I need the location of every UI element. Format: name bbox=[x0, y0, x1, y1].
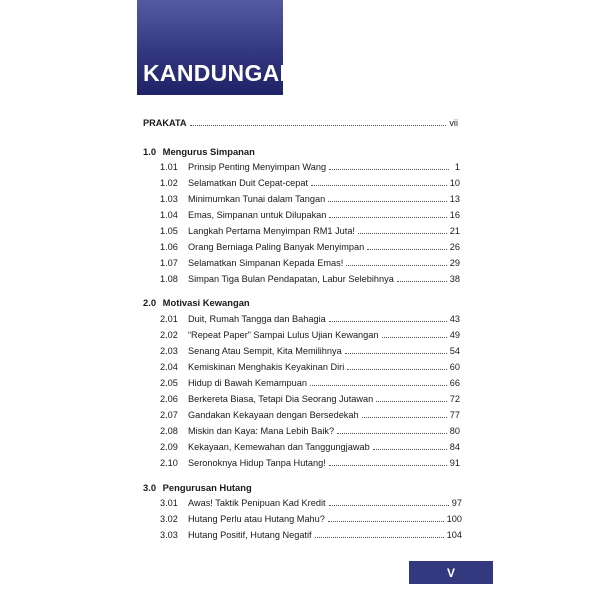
toc-entry-page: 13 bbox=[449, 194, 460, 204]
toc-entry[interactable] bbox=[160, 409, 460, 421]
section-number: 2.0 bbox=[143, 297, 157, 308]
section-number: 1.0 bbox=[143, 146, 157, 157]
toc-entry-number: 2.09 bbox=[160, 442, 178, 452]
dot-leader bbox=[382, 337, 447, 338]
dot-leader bbox=[329, 465, 447, 466]
toc-entry[interactable] bbox=[160, 425, 460, 437]
toc-entry[interactable] bbox=[160, 209, 460, 221]
toc-entry[interactable] bbox=[160, 313, 460, 325]
toc-entry[interactable] bbox=[160, 529, 462, 541]
dot-leader bbox=[358, 233, 447, 234]
toc-entry[interactable] bbox=[160, 345, 460, 357]
toc-entry-title: “Repeat Paper” Sampai Lulus Ujian Kewangan bbox=[188, 330, 379, 340]
toc-entry-number: 3.01 bbox=[160, 498, 178, 508]
section-title: Mengurus Simpanan bbox=[162, 146, 255, 157]
toc-entry[interactable] bbox=[160, 513, 462, 525]
toc-entry[interactable] bbox=[160, 241, 460, 253]
section-title: Motivasi Kewangan bbox=[162, 297, 250, 308]
header-banner bbox=[137, 0, 297, 95]
toc-entry[interactable] bbox=[160, 361, 460, 373]
toc-entry-number: 2.10 bbox=[160, 458, 178, 468]
dot-leader bbox=[329, 169, 449, 170]
toc-entry[interactable] bbox=[160, 177, 460, 189]
toc-entry-title: Senang Atau Sempit, Kita Memilihnya bbox=[188, 346, 342, 356]
toc-entry-page: 72 bbox=[449, 394, 460, 404]
dot-leader bbox=[328, 201, 447, 202]
toc-entry-title: Awas! Taktik Penipuan Kad Kredit bbox=[188, 498, 326, 508]
toc-entry-number: 1.08 bbox=[160, 274, 178, 284]
toc-entry[interactable] bbox=[160, 457, 460, 469]
toc-entry-title: Prinsip Penting Menyimpan Wang bbox=[188, 162, 327, 172]
toc-entry[interactable] bbox=[160, 193, 460, 205]
toc-entry-page: 16 bbox=[449, 210, 460, 220]
toc-entry-number: 1.06 bbox=[160, 242, 178, 252]
toc-entry-title: PRAKATA bbox=[143, 118, 187, 128]
dot-leader bbox=[367, 249, 447, 250]
dot-leader bbox=[315, 537, 444, 538]
dot-leader bbox=[346, 265, 447, 266]
toc-entry-page: 38 bbox=[449, 274, 460, 284]
toc-entry[interactable] bbox=[160, 329, 460, 341]
toc-entry-number: 2.04 bbox=[160, 362, 178, 372]
toc-entry-page: 29 bbox=[449, 258, 460, 268]
toc-entry[interactable] bbox=[160, 257, 460, 269]
section-number: 3.0 bbox=[143, 482, 157, 493]
toc-entry-page: 1 bbox=[454, 162, 460, 172]
toc-entry-title: Seronoknya Hidup Tanpa Hutang! bbox=[188, 458, 326, 468]
toc-entry-title: Kemiskinan Menghakis Keyakinan Diri bbox=[188, 362, 345, 372]
toc-entry[interactable] bbox=[160, 393, 460, 405]
toc-entry[interactable] bbox=[160, 497, 462, 509]
toc-entry-title: Duit, Rumah Tangga dan Bahagia bbox=[188, 314, 326, 324]
toc-entry-title: Emas, Simpanan untuk Dilupakan bbox=[188, 210, 327, 220]
toc-entry-page: 10 bbox=[449, 178, 460, 188]
dot-leader bbox=[362, 417, 447, 418]
toc-entry-prakata[interactable] bbox=[143, 117, 458, 129]
toc-entry-page: 60 bbox=[449, 362, 460, 372]
toc-entry-title: Miskin dan Kaya: Mana Lebih Baik? bbox=[188, 426, 335, 436]
page-title: KANDUNGAN bbox=[143, 60, 297, 86]
toc-entry-number: 2.02 bbox=[160, 330, 178, 340]
toc-entry-number: 1.02 bbox=[160, 178, 178, 188]
toc-entry-number: 2.07 bbox=[160, 410, 178, 420]
section-title: Pengurusan Hutang bbox=[162, 482, 252, 493]
section-heading bbox=[143, 297, 250, 308]
toc-entry-title: Minimumkan Tunai dalam Tangan bbox=[188, 194, 326, 204]
toc-entry-page: 91 bbox=[449, 458, 460, 468]
toc-entry-number: 1.07 bbox=[160, 258, 178, 268]
toc-entry-title: Hutang Positif, Hutang Negatif bbox=[188, 530, 312, 540]
toc-entry-page: 54 bbox=[449, 346, 460, 356]
toc-entry-number: 1.03 bbox=[160, 194, 178, 204]
toc-entry-number: 2.01 bbox=[160, 314, 178, 324]
toc-entry-title: Hidup di Bawah Kemampuan bbox=[188, 378, 307, 388]
dot-leader bbox=[328, 521, 444, 522]
toc-entry-page: 84 bbox=[449, 442, 460, 452]
dot-leader bbox=[190, 125, 447, 126]
toc-entry-page: 66 bbox=[449, 378, 460, 388]
dot-leader bbox=[329, 321, 447, 322]
toc-entry-number: 3.03 bbox=[160, 530, 178, 540]
toc-entry-title: Gandakan Kekayaan dengan Bersedekah bbox=[188, 410, 359, 420]
toc-entry-page: vii bbox=[449, 118, 458, 128]
toc-entry-title: Hutang Perlu atau Hutang Mahu? bbox=[188, 514, 325, 524]
toc-entry-number: 1.04 bbox=[160, 210, 178, 220]
toc-entry[interactable] bbox=[160, 377, 460, 389]
toc-entry-number: 2.08 bbox=[160, 426, 178, 436]
toc-entry-title: Simpan Tiga Bulan Pendapatan, Labur Selebihnya bbox=[188, 274, 394, 284]
toc-entry-title: Selamatkan Simpanan Kepada Emas! bbox=[188, 258, 344, 268]
toc-entry[interactable] bbox=[160, 161, 460, 173]
page-number: V bbox=[446, 565, 455, 580]
toc-entry-title: Kekayaan, Kemewahan dan Tanggungjawab bbox=[188, 442, 370, 452]
dot-leader bbox=[329, 217, 446, 218]
dot-leader bbox=[345, 353, 447, 354]
section-heading bbox=[143, 482, 252, 493]
toc-entry-page: 43 bbox=[449, 314, 460, 324]
toc-entry-page: 77 bbox=[449, 410, 460, 420]
section-heading bbox=[143, 146, 255, 157]
page-number-badge bbox=[409, 561, 493, 584]
toc-entry-title: Selamatkan Duit Cepat-cepat bbox=[188, 178, 309, 188]
toc-entry-number: 1.01 bbox=[160, 162, 178, 172]
dot-leader bbox=[373, 449, 447, 450]
toc-entry-title: Berkereta Biasa, Tetapi Dia Seorang Jutawan bbox=[188, 394, 374, 404]
toc-entry-page: 97 bbox=[451, 498, 462, 508]
toc-entry-page: 80 bbox=[449, 426, 460, 436]
toc-entry-title: Orang Berniaga Paling Banyak Menyimpan bbox=[188, 242, 365, 252]
dot-leader bbox=[397, 281, 447, 282]
toc-entry-title: Langkah Pertama Menyimpan RM1 Juta! bbox=[188, 226, 355, 236]
toc-entry-page: 104 bbox=[446, 530, 462, 540]
toc-entry-number: 2.05 bbox=[160, 378, 178, 388]
toc-entry-number: 1.05 bbox=[160, 226, 178, 236]
dot-leader bbox=[311, 185, 447, 186]
dot-leader bbox=[337, 433, 447, 434]
toc-entry-page: 49 bbox=[449, 330, 460, 340]
toc-entry-number: 2.03 bbox=[160, 346, 178, 356]
toc-entry[interactable] bbox=[160, 273, 460, 285]
toc-entry[interactable] bbox=[160, 225, 460, 237]
dot-leader bbox=[347, 369, 447, 370]
toc-entry-page: 26 bbox=[449, 242, 460, 252]
dot-leader bbox=[310, 385, 447, 386]
toc-entry-page: 21 bbox=[449, 226, 460, 236]
dot-leader bbox=[376, 401, 447, 402]
toc-entry-number: 3.02 bbox=[160, 514, 178, 524]
dot-leader bbox=[329, 505, 449, 506]
toc-entry-page: 100 bbox=[446, 514, 462, 524]
toc-entry-number: 2.06 bbox=[160, 394, 178, 404]
toc-entry[interactable] bbox=[160, 441, 460, 453]
